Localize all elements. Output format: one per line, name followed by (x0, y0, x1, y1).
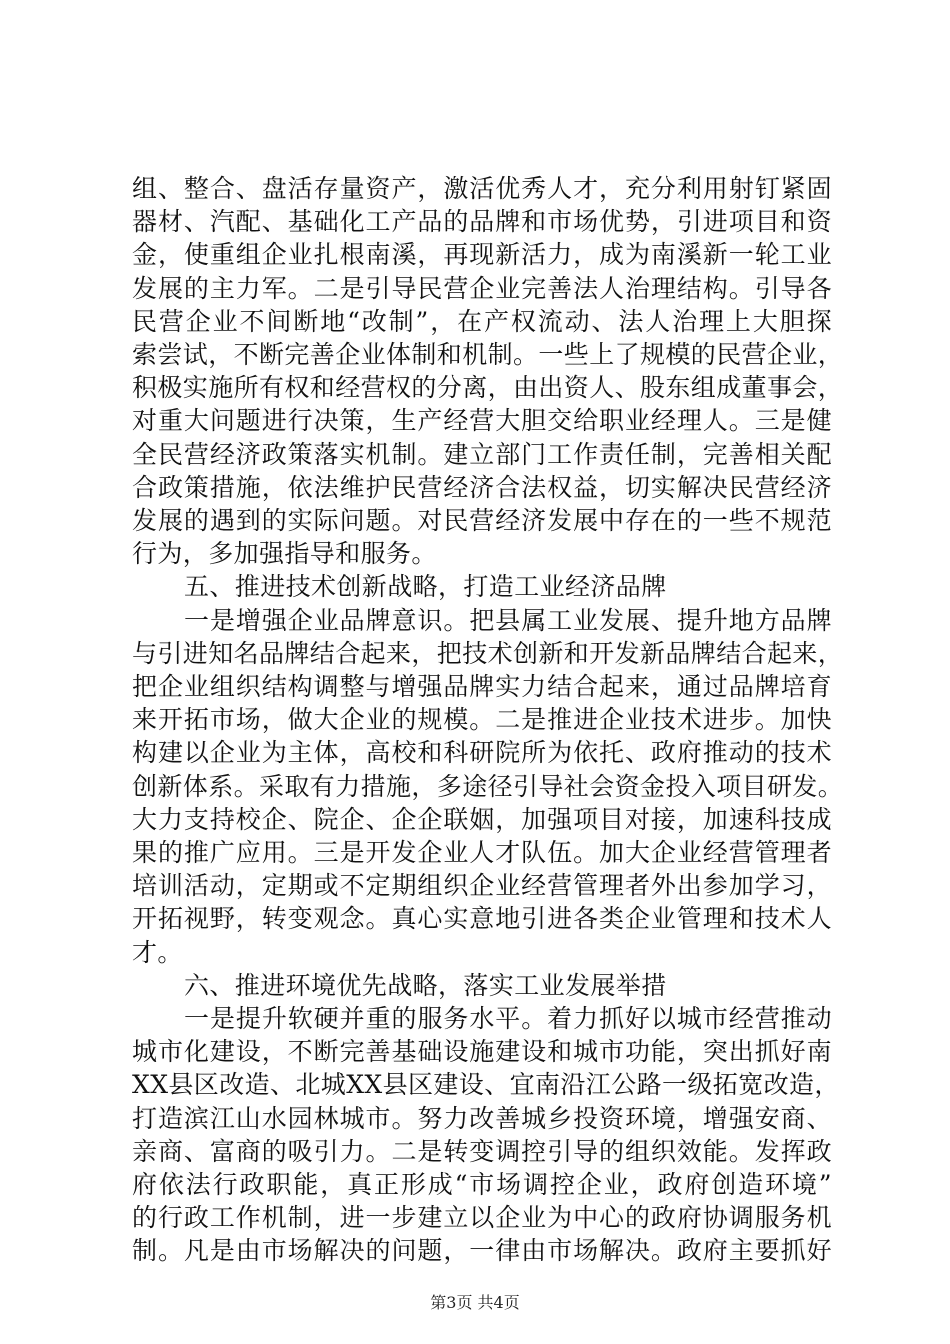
text-line: 金，使重组企业扎根南溪，再现新活力，成为南溪新一轮工业 (132, 240, 832, 270)
text-line: 亲商、富商的吸引力。二是转变调控引导的组织效能。发挥政 (132, 1136, 832, 1166)
text-line: 民营企业不间断地“改制”，在产权流动、法人治理上大胆探 (132, 306, 832, 336)
text-line: 打造滨江山水园林城市。努力改善城乡投资环境，增强安商、 (132, 1103, 832, 1133)
section-heading: 五、推进技术创新战略，打造工业经济品牌 (184, 572, 667, 602)
text-line: 一是提升软硬并重的服务水平。着力抓好以城市经营推动 (184, 1004, 832, 1033)
text-line: 索尝试，不断完善企业体制和机制。一些上了规模的民营企业， (132, 340, 844, 369)
text-line: XX县区改造、北城XX县区建设、宜南沿江公路一级拓宽改造， (132, 1070, 840, 1100)
text-line: 全民营经济政策落实机制。建立部门工作责任制，完善相关配 (132, 439, 832, 469)
text-line: 发展的遇到的实际问题。对民营经济发展中存在的一些不规范 (132, 506, 832, 535)
text-line: 器材、汽配、基础化工产品的品牌和市场优势，引进项目和资 (132, 207, 832, 237)
text-line: 培训活动，定期或不定期组织企业经营管理者外出参加学习， (132, 871, 832, 901)
page-number: 第3页 共4页 (430, 1293, 520, 1312)
text-line: 创新体系。采取有力措施，多途径引导社会资金投入项目研发。 (132, 771, 844, 801)
text-line: 开拓视野，转变观念。真心实意地引进各类企业管理和技术人 (132, 904, 832, 934)
text-line: 制。凡是由市场解决的问题，一律由市场解决。政府主要抓好 (132, 1236, 832, 1266)
text-line: 积极实施所有权和经营权的分离，由出资人、股东组成董事会， (132, 373, 844, 403)
text-line: 组、整合、盘活存量资产，激活优秀人才，充分利用射钉紧固 (132, 174, 832, 203)
text-line: 大力支持校企、院企、企企联姻，加强项目对接，加速科技成 (132, 804, 832, 834)
text-line: 与引进知名品牌结合起来，把技术创新和开发新品牌结合起来， (132, 638, 844, 668)
text-line: 才。 (132, 937, 183, 967)
section-heading: 六、推进环境优先战略，落实工业发展举措 (184, 970, 667, 1000)
text-line: 把企业组织结构调整与增强品牌实力结合起来，通过品牌培育 (132, 672, 832, 701)
text-line: 果的推广应用。三是开发企业人才队伍。加大企业经营管理者 (132, 838, 832, 867)
text-line: 的行政工作机制，进一步建立以企业为中心的政府协调服务机 (132, 1203, 832, 1233)
text-line: 行为，多加强指导和服务。 (132, 539, 437, 569)
text-line: 一是增强企业品牌意识。把县属工业发展、提升地方品牌 (184, 605, 832, 635)
text-line: 合政策措施，依法维护民营经济合法权益，切实解决民营经济 (132, 472, 832, 502)
text-line: 来开拓市场，做大企业的规模。二是推进企业技术进步。加快 (132, 705, 832, 735)
text-line: 构建以企业为主体，高校和科研院所为依托、政府推动的技术 (132, 738, 832, 768)
text-line: 发展的主力军。二是引导民营企业完善法人治理结构。引导各 (132, 273, 832, 303)
text-line: 对重大问题进行决策，生产经营大胆交给职业经理人。三是健 (132, 406, 832, 436)
text-line: 府依法行政职能，真正形成“市场调控企业，政府创造环境” (132, 1170, 832, 1199)
text-line: 城市化建设，不断完善基础设施建设和城市功能，突出抓好南 (132, 1037, 832, 1067)
